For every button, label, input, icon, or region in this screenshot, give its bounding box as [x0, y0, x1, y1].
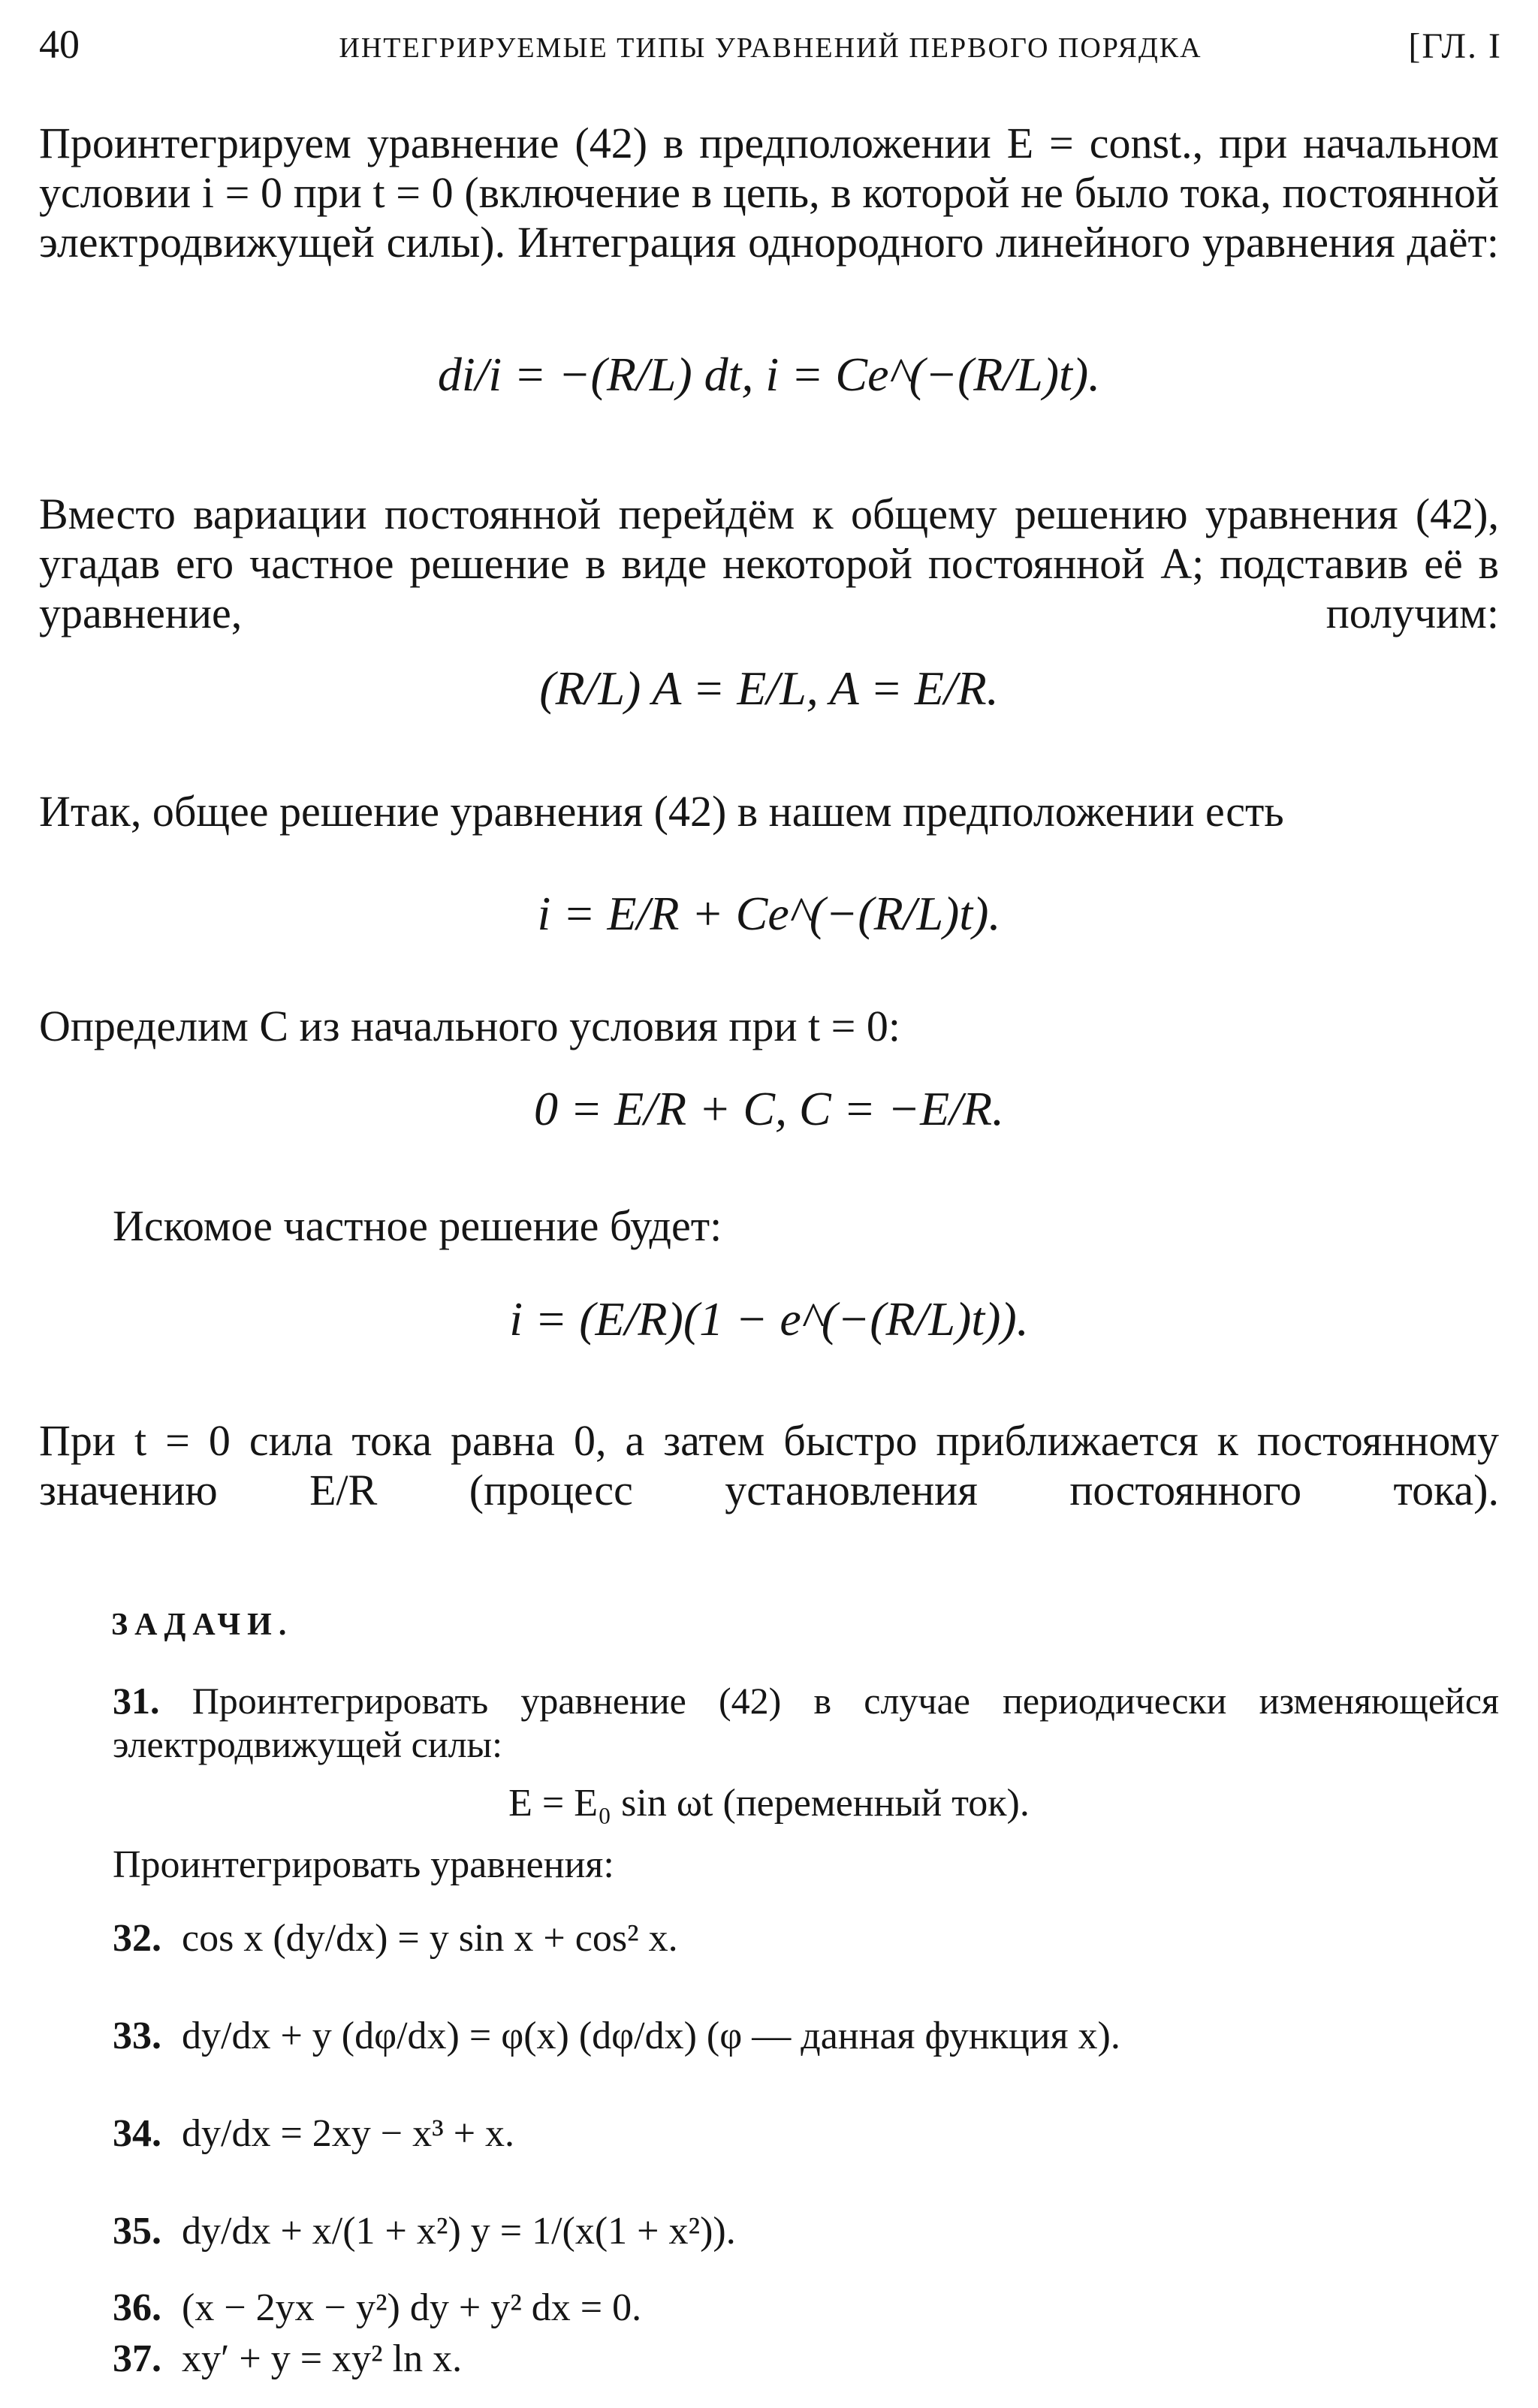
formula-3: [0, 886, 1538, 942]
formula-5: [0, 1291, 1538, 1347]
problem-36-number: 36.: [113, 2286, 161, 2329]
paragraph-4: Определим C из начального условия при t = 0:: [39, 1002, 900, 1050]
problem-35: [113, 2209, 736, 2253]
page-number: 40: [39, 22, 80, 67]
running-title: ИНТЕГРИРУЕМЫЕ ТИПЫ УРАВНЕНИЙ ПЕРВОГО ПОРЯДКА: [339, 32, 1202, 64]
formula-4-text: 0 = E/R + C, C = −E/R.: [533, 1082, 1005, 1135]
problem-31-text: Проинтегрировать уравнение (42) в случае периодически изменяющейся электродвижущей силы:: [113, 1680, 1500, 1765]
problems-heading: ЗАДАЧИ.: [111, 1608, 294, 1642]
problem-33-number: 33.: [113, 2015, 161, 2057]
problem-31-number: 31.: [113, 1680, 160, 1722]
formula-1-text: di/i = −(R/L) dt, i = Ce^(−(R/L)t).: [437, 348, 1101, 401]
problem-31-formula: E = E₀ sin ωt (переменный ток).: [508, 1782, 1030, 1825]
problem-33: [113, 2014, 1120, 2058]
problem-32-number: 32.: [113, 1917, 161, 1960]
formula-2: [0, 661, 1538, 716]
problem-36-equation: (x − 2yx − y²) dy + y² dx = 0.: [182, 2286, 642, 2329]
problem-37-equation: xy′ + y = xy² ln x.: [182, 2337, 463, 2380]
problem-32-equation: cos x (dy/dx) = y sin x + cos² x.: [182, 1917, 678, 1960]
formula-5-text: i = (E/R)(1 − e^(−(R/L)t)).: [509, 1292, 1029, 1346]
problem-37-number: 37.: [113, 2337, 161, 2380]
paragraph-3: Итак, общее решение уравнения (42) в нашем предположении есть: [39, 787, 1284, 836]
problem-34: [113, 2111, 514, 2156]
problem-35-number: 35.: [113, 2210, 161, 2253]
formula-4: [0, 1081, 1538, 1137]
problem-34-equation: dy/dx = 2xy − x³ + x.: [182, 2112, 515, 2155]
problems-intro: Проинтегрировать уравнения:: [113, 1843, 614, 1886]
paragraph-6: При t = 0 сила тока равна 0, а затем быстро приближается к постоянному значению E/R (процесс установления постоянного тока).: [39, 1416, 1499, 1514]
formula-1: [0, 347, 1538, 402]
problem-31: [113, 1679, 1499, 1766]
paragraph-1: Проинтегрируем уравнение (42) в предположении E = const., при начальном условии i = 0 при t = 0 (включение в цепь, в которой не было тока, постоянной электродвижущей силы). Интеграция однородного линейного уравнения даёт:: [39, 119, 1499, 267]
running-header: [39, 21, 1502, 74]
paragraph-2: Вместо вариации постоянной перейдём к общему решению уравнения (42), угадав его частное решение в виде некоторой постоянной A; подставив её в уравнение, получим:: [39, 490, 1499, 637]
paragraph-5: Искомое частное решение будет:: [113, 1201, 722, 1250]
formula-3-text: i = E/R + Ce^(−(R/L)t).: [537, 887, 1001, 940]
problem-36: [113, 2286, 641, 2330]
problem-34-number: 34.: [113, 2112, 161, 2155]
problem-35-equation: dy/dx + x/(1 + x²) y = 1/(x(1 + x²)).: [182, 2210, 736, 2253]
problem-33-equation: dy/dx + y (dφ/dx) = φ(x) (dφ/dx) (φ — данная функция x).: [182, 2015, 1120, 2057]
chapter-reference: [ГЛ. I: [1408, 26, 1502, 66]
problem-32: [113, 1916, 678, 1960]
formula-2-text: (R/L) A = E/L, A = E/R.: [539, 662, 999, 715]
problem-37: [113, 2337, 462, 2381]
